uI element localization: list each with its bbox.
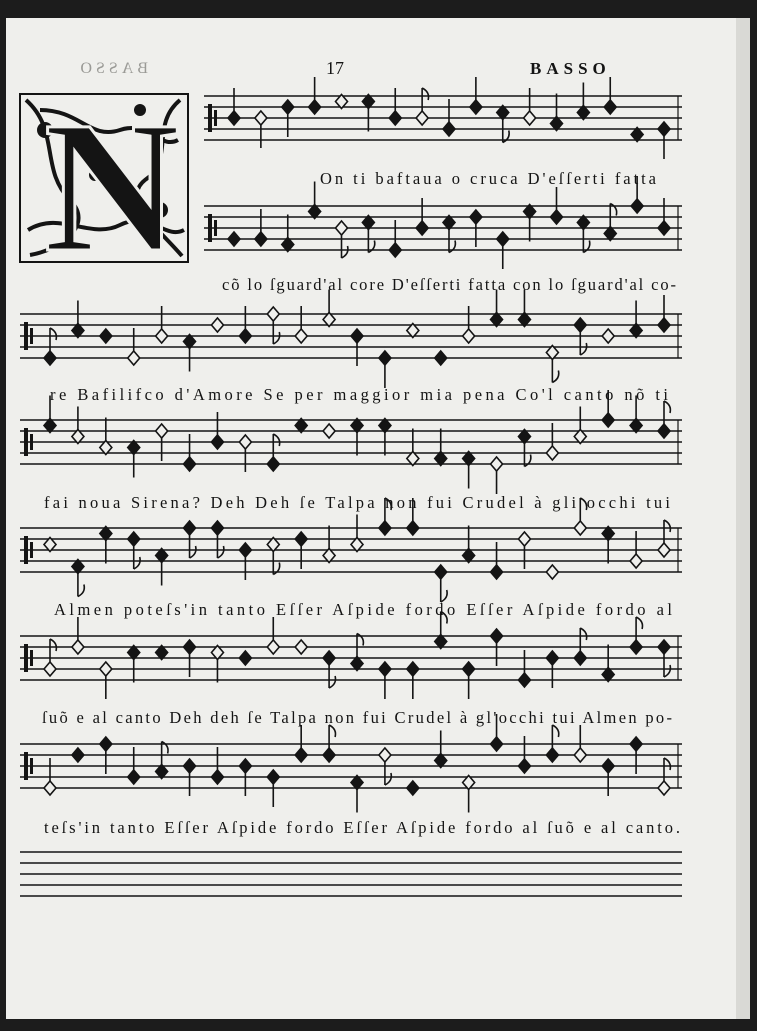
lyric-word: ſuõ e al canto (42, 708, 161, 727)
lyric-word: fatta (607, 169, 656, 188)
lyric-word: gli occhi tui (544, 493, 671, 512)
lyric-word: Crudel à (388, 708, 468, 727)
lyric-word: fordo (279, 818, 334, 837)
lyric-word: gl'occhi tui (469, 708, 575, 727)
lyric-word: Eſſer (157, 818, 209, 837)
lyric-word: con lo ſguard'al co- (507, 275, 676, 294)
lyric-word: Eſſer (336, 818, 388, 837)
lyric-word: Aſpide (515, 600, 585, 619)
lyric-word: Talpa (264, 708, 316, 727)
lyric-word: Talpa (318, 493, 375, 512)
initial-letter: N (44, 82, 180, 291)
decorated-initial (20, 82, 188, 291)
lyric-word: D'eſſerti (385, 275, 461, 294)
voice-part-label: BASSO (530, 59, 611, 78)
lyric-word: fordo (397, 600, 456, 619)
lyric-word: poteſs'in tanto (116, 600, 265, 619)
lyric-word: Deh Deh ſe (203, 493, 315, 512)
lyric-word: Eſſer (268, 600, 323, 619)
lyric-word: re (50, 385, 67, 404)
lyric-word: Deh deh ſe (162, 708, 262, 727)
lyric-word: teſs'in (44, 818, 101, 837)
page-number: 17 (326, 58, 344, 78)
lyric-word: fordo al (588, 600, 672, 619)
lyric-word: Co'l canto nõ ti (507, 385, 668, 404)
frame-top (0, 0, 757, 18)
lyric-word: D'eſſerti (520, 169, 605, 188)
show-through-text: BASSO (76, 60, 148, 77)
lyric-word: non fui (318, 708, 386, 727)
lyric-word: Almen po- (576, 708, 672, 727)
lyric-word: fai noua (44, 493, 121, 512)
lyric-word: fatta (462, 275, 506, 294)
lyric-word: On ti (320, 169, 366, 188)
lyric-word: d'Amore (167, 385, 253, 404)
lyric-word: fordo al ſuõ e al canto. (458, 818, 681, 837)
lyric-word: Aſpide (210, 818, 277, 837)
lyric-word: Se per maggior mia pena (255, 385, 505, 404)
lyric-word: Aſpide (389, 818, 456, 837)
paper-shadow-right (736, 16, 750, 1019)
lyric-line (54, 600, 672, 619)
lyric-word: Almen (54, 600, 113, 619)
lyric-word: non fui (377, 493, 452, 512)
lyric-line (222, 275, 676, 294)
lyric-word: cõ lo ſguard'al core (222, 275, 385, 294)
lyric-word: Eſſer (458, 600, 513, 619)
lyric-word: tanto (102, 818, 155, 837)
lyric-word: baftaua o (368, 169, 460, 188)
lyric-word: Bafilifco (69, 385, 164, 404)
lyric-word: Crudel à (455, 493, 542, 512)
lyric-word: Sirena? (123, 493, 200, 512)
lyric-word: cruca (462, 169, 518, 188)
lyric-line (42, 708, 672, 727)
lyric-word: Aſpide (325, 600, 395, 619)
